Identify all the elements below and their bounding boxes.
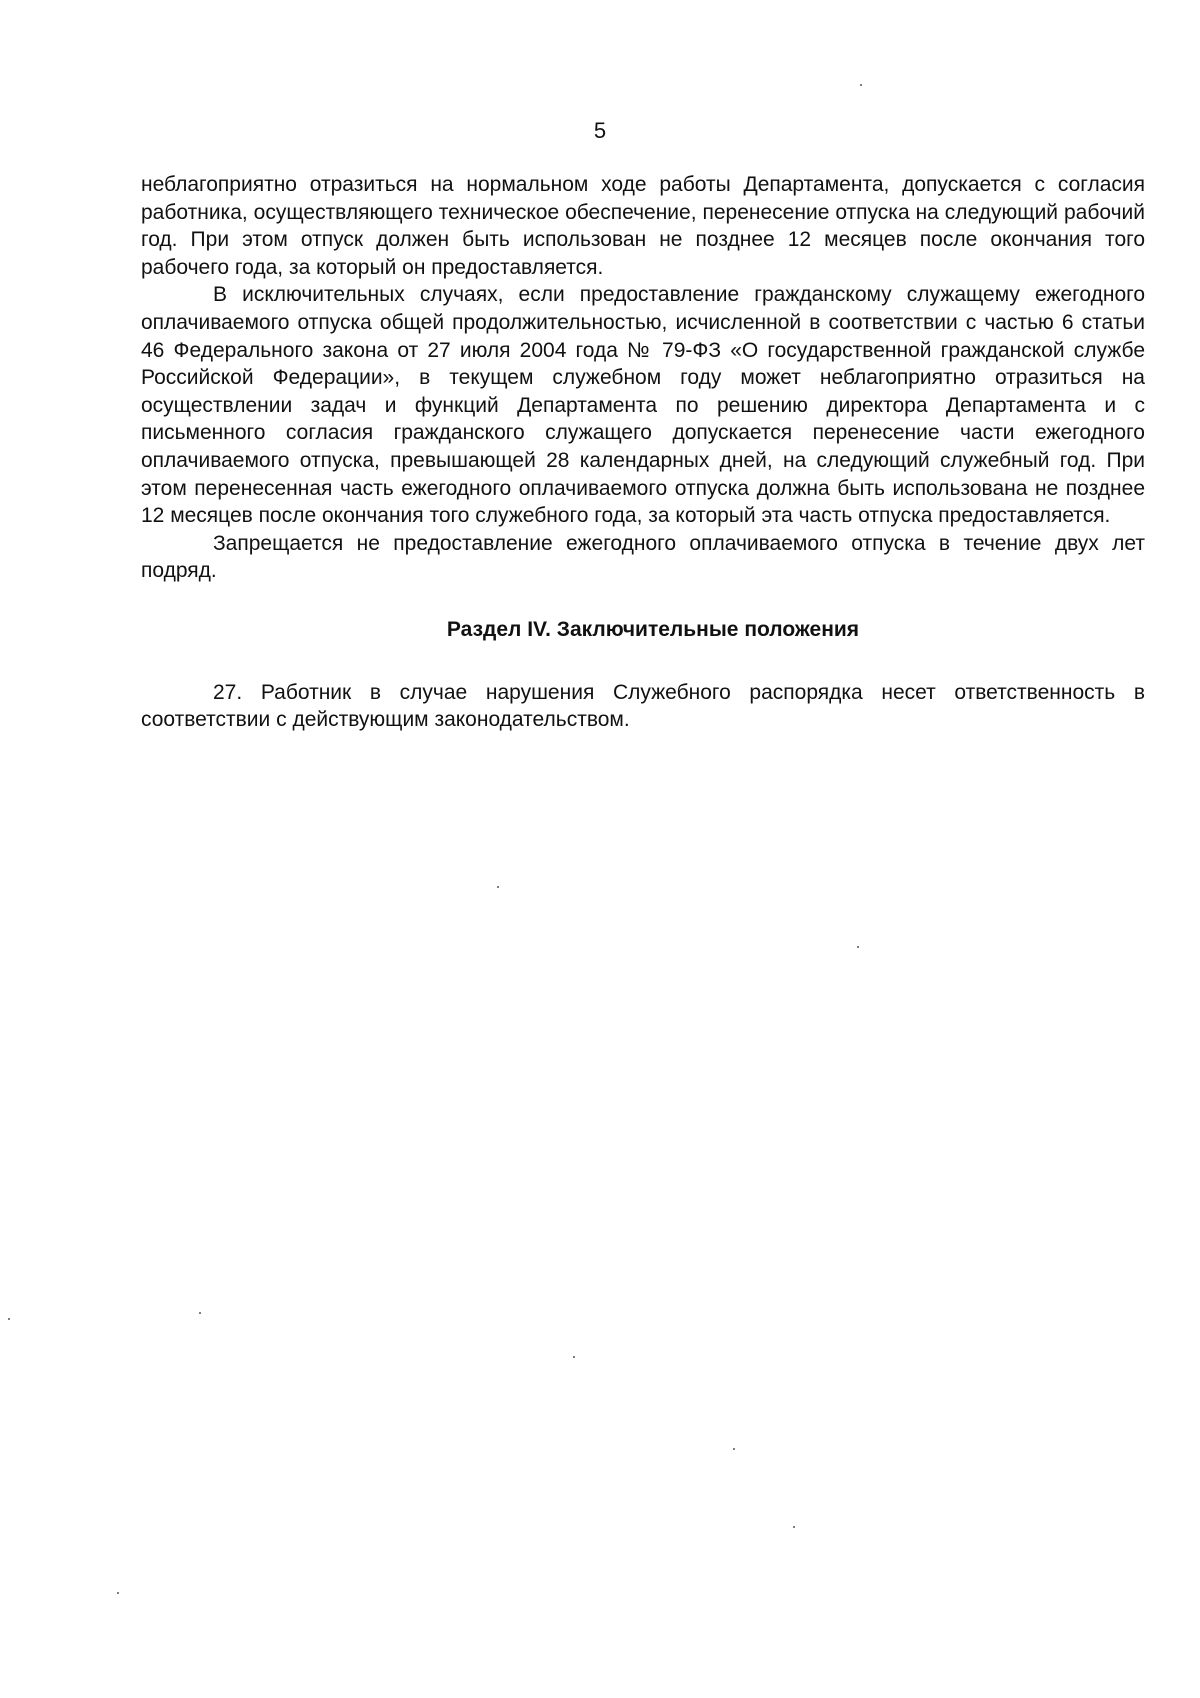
paragraph-item-27: 27. Работник в случае нарушения Служебного распорядка несет ответственность в соответствии с действующим законодательством. [141,680,1145,732]
scan-speck [857,946,859,948]
scan-speck [117,1592,119,1594]
scan-speck [497,886,499,888]
paragraph-continuation: неблагоприятно отразиться на нормальном ходе работы Департамента, допускается с согласия работника, осуществляющего техническое обеспечение, перенесение отпуска на следующий рабочий год. При этом отпуск должен быть использован не позднее 12 месяцев после окончания того рабочего года, за который он предоставляется. [141,173,1145,279]
scan-speck [860,84,862,86]
scan-speck [793,1526,795,1528]
paragraph-prohibition: Запрещается не предоставление ежегодного оплачиваемого отпуска в течение двух лет подряд. [141,531,1145,583]
scan-speck [573,1356,575,1358]
scan-speck [8,1318,10,1320]
paragraph-exceptional-cases: В исключительных случаях, если предоставление гражданскому служащему ежегодного оплачиваемого отпуска общей продолжительностью, исчисленной в соответствии с частью 6 статьи 46 Федерального закона от 27 июля 2004 года № 79-ФЗ «О государственной гражданской службе Российской Федерации», в текущем служебном году может неблагоприятно отразиться на осуществлении задач и функций Департамента по решению директора Департамента и с письменного согласия гражданского служащего допускается перенесение части ежегодного оплачиваемого отпуска, превышающей 28 календарных дней, на следующий служебный год. При этом перенесенная часть ежегодного оплачиваемого отпуска должна быть использована не позднее 12 месяцев после окончания того служебного года, за который эта часть отпуска предоставляется. [141,283,1145,528]
scan-speck [199,1312,201,1314]
section-heading: Раздел IV. Заключительные положения [446,617,860,641]
scan-speck [733,1448,735,1450]
page-number: 5 [593,118,607,143]
document-body [141,171,1145,734]
